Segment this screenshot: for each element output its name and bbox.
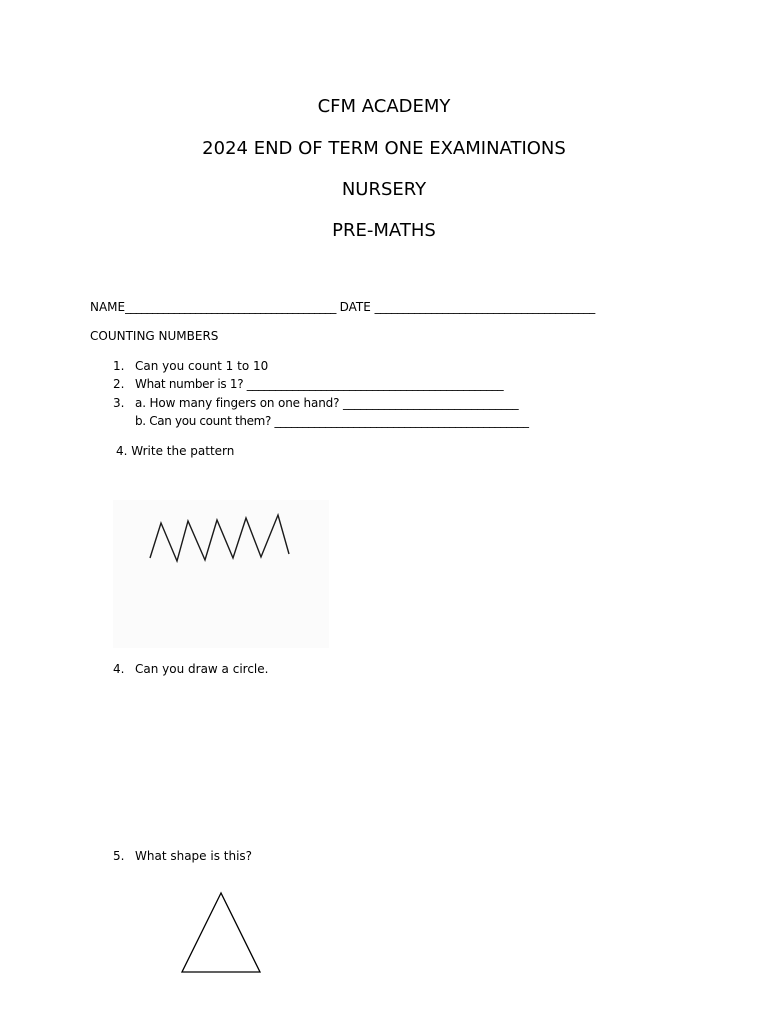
question-3b-text: b. Can you count them? _____________________________________________ <box>135 414 529 428</box>
question-2-number: 2. <box>113 377 125 391</box>
date-label: DATE <box>339 300 371 314</box>
question-1-number: 1. <box>113 359 125 373</box>
name-blank[interactable]: _______________________________________ <box>125 300 336 314</box>
section-title: COUNTING NUMBERS <box>90 329 219 343</box>
subject-title: PRE-MATHS <box>332 220 436 241</box>
question-circle-text: Can you draw a circle. <box>135 662 269 676</box>
class-title: NURSERY <box>341 179 427 200</box>
question-5-text: What shape is this? <box>135 849 253 863</box>
question-5-number: 5. <box>113 849 125 863</box>
question-2-text: What number is 1? _____________________________________________ <box>135 377 504 391</box>
name-label: NAME <box>90 300 126 314</box>
date-blank[interactable]: _______________________________________ <box>374 300 595 314</box>
question-1-text: Can you count 1 to 10 <box>135 359 269 373</box>
exam-title: 2024 END OF TERM ONE EXAMINATIONS <box>202 138 566 159</box>
question-circle-number: 4. <box>113 662 125 676</box>
question-4-pattern-text: 4. Write the pattern <box>116 444 235 458</box>
question-3-number: 3. <box>113 396 125 410</box>
question-3a-text: a. How many fingers on one hand? ______________________________ <box>135 396 519 410</box>
school-title: CFM ACADEMY <box>317 96 451 117</box>
